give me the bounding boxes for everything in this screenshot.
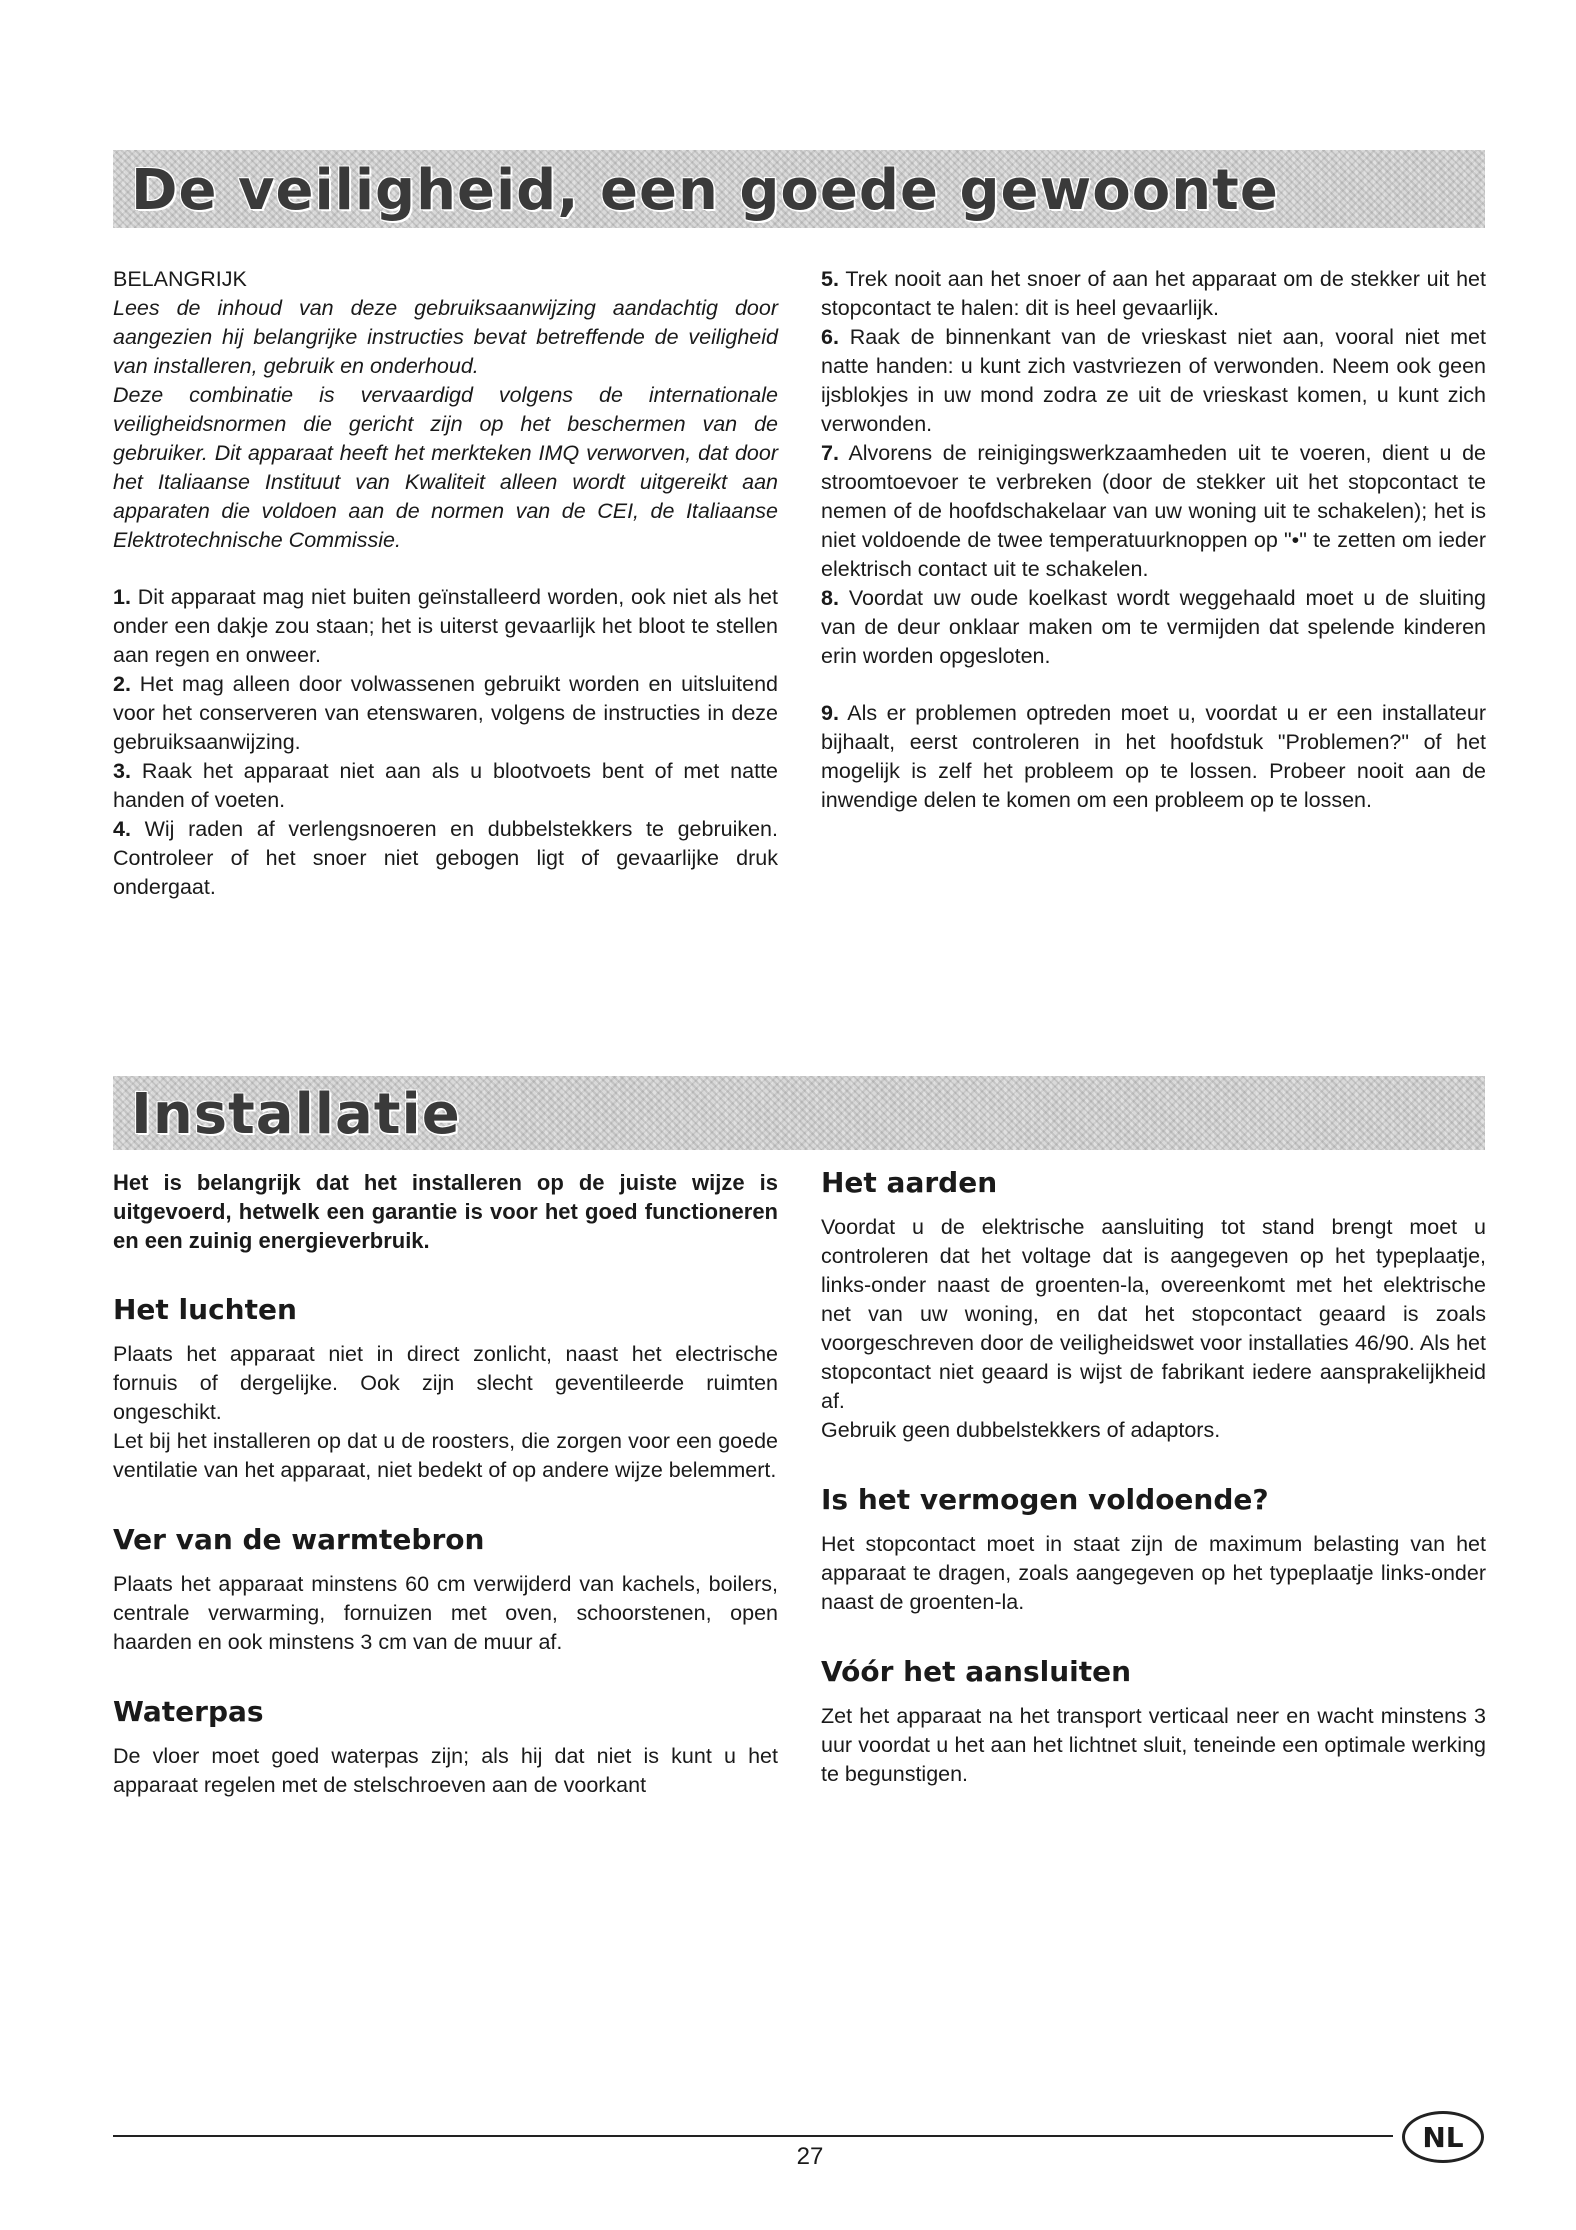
- aarden-paragraph-2: Gebruik geen dubbelstekkers of adaptors.: [821, 1418, 1221, 1442]
- safety-item: 5. Trek nooit aan het snoer of aan het apparaat om de stekker uit het stopcontact te halen: dit is heel gevaarlijk.: [821, 267, 1486, 320]
- language-badge: NL: [1402, 2111, 1484, 2163]
- safety-item: 2. Het mag alleen door volwassenen gebruikt worden en uitsluitend voor het conserveren van etenswaren, volgens de instructies in deze gebruiksaanwijzing.: [113, 672, 778, 754]
- safety-right-column: [821, 265, 1486, 815]
- page-number: 27: [796, 2143, 824, 2170]
- waterpas-paragraph: De vloer moet goed waterpas zijn; als hij dat niet is kunt u het apparaat regelen met de stelschroeven aan de voorkant: [113, 1744, 778, 1797]
- important-label: BELANGRIJK: [113, 267, 247, 291]
- safety-item: 8. Voordat uw oude koelkast wordt weggehaald moet u de sluiting van de deur onklaar maken om te vermijden dat spelende kinderen erin worden opgesloten.: [821, 586, 1486, 668]
- aarden-paragraph-1: Voordat u de elektrische aansluiting tot stand brengt moet u controleren dat het voltage dat is aangegeven op het typeplaatje, links-onder naast de groenten-la, overeenkomt met het elektrische net van uw woning, en dat het stopcontact geaard is zoals voorgeschreven door de veiligheidswet voor installaties 46/90. Als het stopcontact niet geaard is wijst de fabrikant iedere aansprakelijkheid af.: [821, 1215, 1486, 1413]
- luchten-paragraph-2: Let bij het installeren op dat u de roosters, die zorgen voor een goede ventilatie van het apparaat, niet bedekt of op andere wijze belemmert.: [113, 1429, 778, 1482]
- section-banner-installation: [113, 1076, 1485, 1150]
- safety-item: 1. Dit apparaat mag niet buiten geïnstalleerd worden, ook niet als het onder een dakje zou staan; het is uiterst gevaarlijk het bloot te stellen aan regen en onweer.: [113, 585, 778, 667]
- luchten-paragraph-1: Plaats het apparaat niet in direct zonlicht, naast het electrische fornuis of dergelijke. Ook zijn slecht geventileerde ruimten ongeschikt.: [113, 1342, 778, 1424]
- installation-right-column: [821, 1168, 1486, 1789]
- safety-item: 9. Als er problemen optreden moet u, voordat u er een installateur bijhaalt, eerst controleren in het hoofdstuk "Problemen?" of het mogelijk is zelf het probleem op te lossen. Probeer nooit aan de inwendige delen te komen om een probleem op te lossen.: [821, 701, 1486, 812]
- safety-left-column: [113, 265, 778, 902]
- footer-divider: [113, 2135, 1393, 2137]
- installation-left-column: [113, 1168, 778, 1800]
- heading-vermogen: Is het vermogen voldoende?: [821, 1483, 1269, 1516]
- section-banner-safety: [113, 150, 1485, 228]
- heading-waterpas: Waterpas: [113, 1695, 264, 1728]
- warmtebron-paragraph: Plaats het apparaat minstens 60 cm verwijderd van kachels, boilers, centrale verwarming, fornuizen met oven, schoorstenen, open haarden en ook minstens 3 cm van de muur af.: [113, 1572, 778, 1654]
- safety-item: 4. Wij raden af verlengsnoeren en dubbelstekkers te gebruiken. Controleer of het snoer niet gebogen ligt of gevaarlijke druk ondergaat.: [113, 817, 778, 899]
- heading-aansluiten: Vóór het aansluiten: [821, 1655, 1132, 1688]
- vermogen-paragraph: Het stopcontact moet in staat zijn de maximum belasting van het apparaat te dragen, zoals aangegeven op het typeplaatje links-onder naast de groenten-la.: [821, 1532, 1486, 1614]
- heading-het-aarden: Het aarden: [821, 1166, 998, 1199]
- aansluiten-paragraph: Zet het apparaat na het transport verticaal neer en wacht minstens 3 uur voordat u het aan het lichtnet sluit, teneinde een optimale werking te begunstigen.: [821, 1704, 1486, 1786]
- heading-het-luchten: Het luchten: [113, 1293, 297, 1326]
- section-title-safety: De veiligheid, een goede gewoonte: [131, 158, 1279, 223]
- section-title-installation: Installatie: [131, 1082, 461, 1147]
- heading-warmtebron: Ver van de warmtebron: [113, 1523, 485, 1556]
- safety-item: 7. Alvorens de reinigingswerkzaamheden uit te voeren, dient u de stroomtoevoer te verbreken (door de stekker uit het stopcontact te nemen of de hoofdschakelaar van uw woning uit te schakelen); het is niet voldoende de twee temperatuurknoppen op "•" te zetten om ieder elektrisch contact uit te schakelen.: [821, 441, 1486, 581]
- intro-paragraph-1: Lees de inhoud van deze gebruiksaanwijzing aandachtig door aangezien hij belangrijke instructies bevat betreffende de veiligheid van installeren, gebruik en onderhoud.: [113, 296, 778, 378]
- safety-item: 6. Raak de binnenkant van de vrieskast niet aan, vooral niet met natte handen: u kunt zich vastvriezen of verwonden. Neem ook geen ijsblokjes in uw mond zodra ze uit de vrieskast komen, u kunt zich verwonden.: [821, 325, 1486, 436]
- installation-lead: Het is belangrijk dat het installeren op de juiste wijze is uitgevoerd, hetwelk een garantie is voor het goed functioneren en een zuinig energieverbruik.: [113, 1170, 778, 1253]
- intro-paragraph-2: Deze combinatie is vervaardigd volgens de internationale veiligheidsnormen die gericht zijn op het beschermen van de gebruiker. Dit apparaat heeft het merkteken IMQ verworven, dat door het Italiaanse Instituut van Kwaliteit alleen wordt uitgereikt aan apparaten die voldoen aan de normen van de CEI, de Italiaanse Elektrotechnische Commissie.: [113, 383, 778, 552]
- safety-item: 3. Raak het apparaat niet aan als u blootvoets bent of met natte handen of voeten.: [113, 759, 778, 812]
